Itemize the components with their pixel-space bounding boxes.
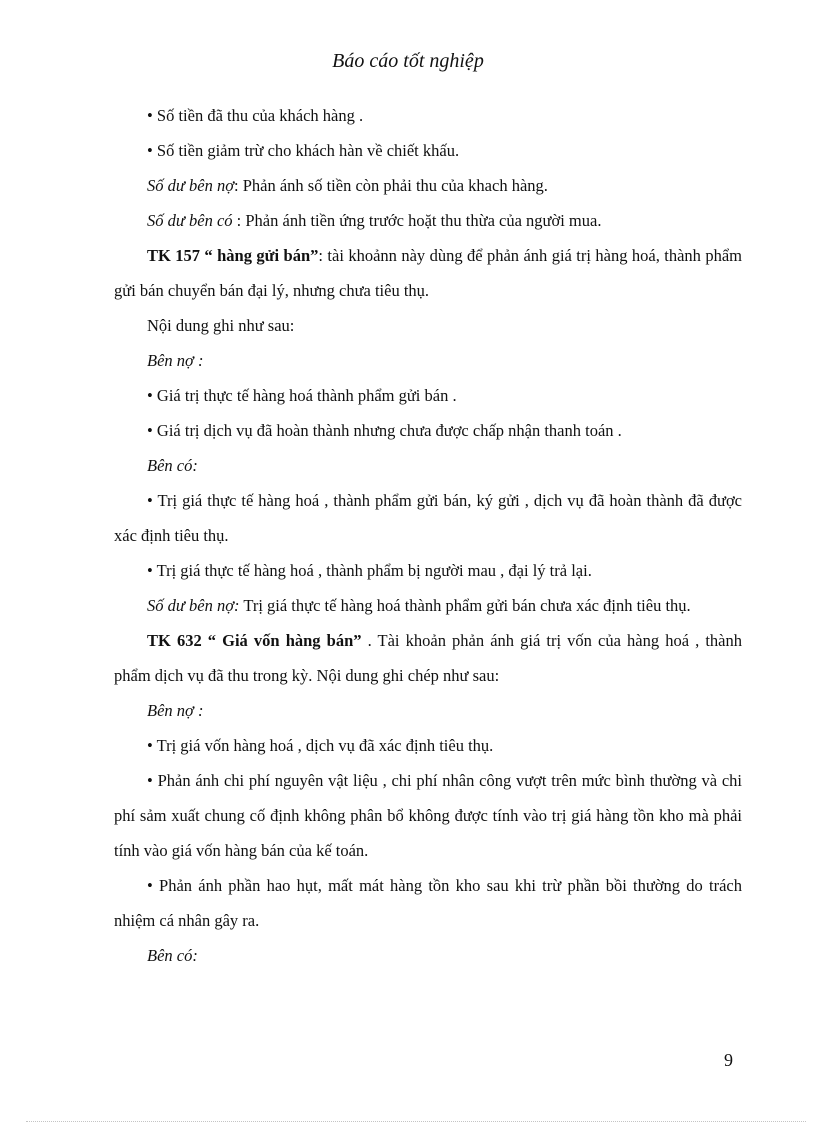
bullet-item: • Số tiền đã thu của khách hàng . <box>147 106 364 125</box>
section-label: Bên nợ : <box>147 351 204 370</box>
bullet-item: • Số tiền giảm trừ cho khách hàn về chiết khấu. <box>147 141 460 160</box>
section-label: Bên nợ : <box>147 701 204 720</box>
footer-divider <box>26 1121 806 1122</box>
italic-label: Số dư bên có <box>147 211 233 230</box>
bullet-item: • Trị giá thực tế hàng hoá , thành phẩm gửi bán, ký gửi , dịch vụ đã hoàn thành đã được xác định tiêu thụ. <box>114 491 742 545</box>
bullet-symbol: • <box>147 876 153 895</box>
page-header: Báo cáo tốt nghiệp <box>332 50 484 72</box>
bullet-symbol: • <box>147 491 153 510</box>
bullet-item: • Trị giá thực tế hàng hoá , thành phẩm bị người mau , đại lý trả lại. <box>147 561 592 580</box>
bullet-item: • Giá trị dịch vụ đã hoàn thành nhưng chưa được chấp nhận thanh toán . <box>147 421 622 440</box>
bullet-symbol: • <box>147 141 153 160</box>
account-title: TK 632 “ Giá vốn hàng bán” <box>147 631 362 650</box>
bullet-symbol: • <box>147 106 153 125</box>
section-label: Bên có: <box>147 456 198 475</box>
page-number: 9 <box>724 1050 733 1070</box>
bullet-symbol: • <box>147 771 153 790</box>
balance-paragraph: Số dư bên nợ: Trị giá thực tế hàng hoá thành phẩm gửi bán chưa xác định tiêu thụ. <box>147 596 691 615</box>
bullet-symbol: • <box>147 386 153 405</box>
balance-paragraph: Số dư bên có : Phản ánh tiền ứng trước hoặt thu thừa của người mua. <box>147 211 602 230</box>
section-label: Bên có: <box>147 946 198 965</box>
account-paragraph: TK 632 “ Giá vốn hàng bán” . Tài khoản phản ánh giá trị vốn của hàng hoá , thành phẩm dịch vụ đã thu trong kỳ. Nội dung ghi chép như sau: <box>114 631 742 685</box>
italic-label: Số dư bên nợ: <box>147 596 240 615</box>
bullet-item: • Giá trị thực tế hàng hoá thành phẩm gửi bán . <box>147 386 457 405</box>
plain-paragraph: Nội dung ghi như sau: <box>147 316 295 335</box>
balance-paragraph: Số dư bên nợ: Phản ánh số tiền còn phải thu của khach hàng. <box>147 176 548 195</box>
italic-label: Số dư bên nợ <box>147 176 235 195</box>
account-title: TK 157 “ hàng gửi bán” <box>147 246 319 265</box>
bullet-symbol: • <box>147 421 153 440</box>
account-paragraph: TK 157 “ hàng gửi bán”: tài khoảnn này dùng để phản ánh giá trị hàng hoá, thành phẩm gửi bán chuyển bán đại lý, nhưng chưa tiêu thụ. <box>114 246 742 300</box>
bullet-item: • Trị giá vốn hàng hoá , dịch vụ đã xác định tiêu thụ. <box>147 736 494 755</box>
bullet-symbol: • <box>147 561 153 580</box>
bullet-symbol: • <box>147 736 153 755</box>
bullet-item: • Phản ánh phần hao hụt, mất mát hàng tồn kho sau khi trừ phần bồi thường do trách nhiệm cá nhân gây ra. <box>114 876 742 930</box>
document-body <box>114 98 742 973</box>
bullet-item: • Phản ánh chi phí nguyên vật liệu , chi phí nhân công vượt trên mức bình thường và chi phí sảm xuất chung cố định không phân bổ không được tính vào trị giá hàng tồn kho mà phải tính vào giá vốn hàng bán của kế toán. <box>114 771 742 860</box>
